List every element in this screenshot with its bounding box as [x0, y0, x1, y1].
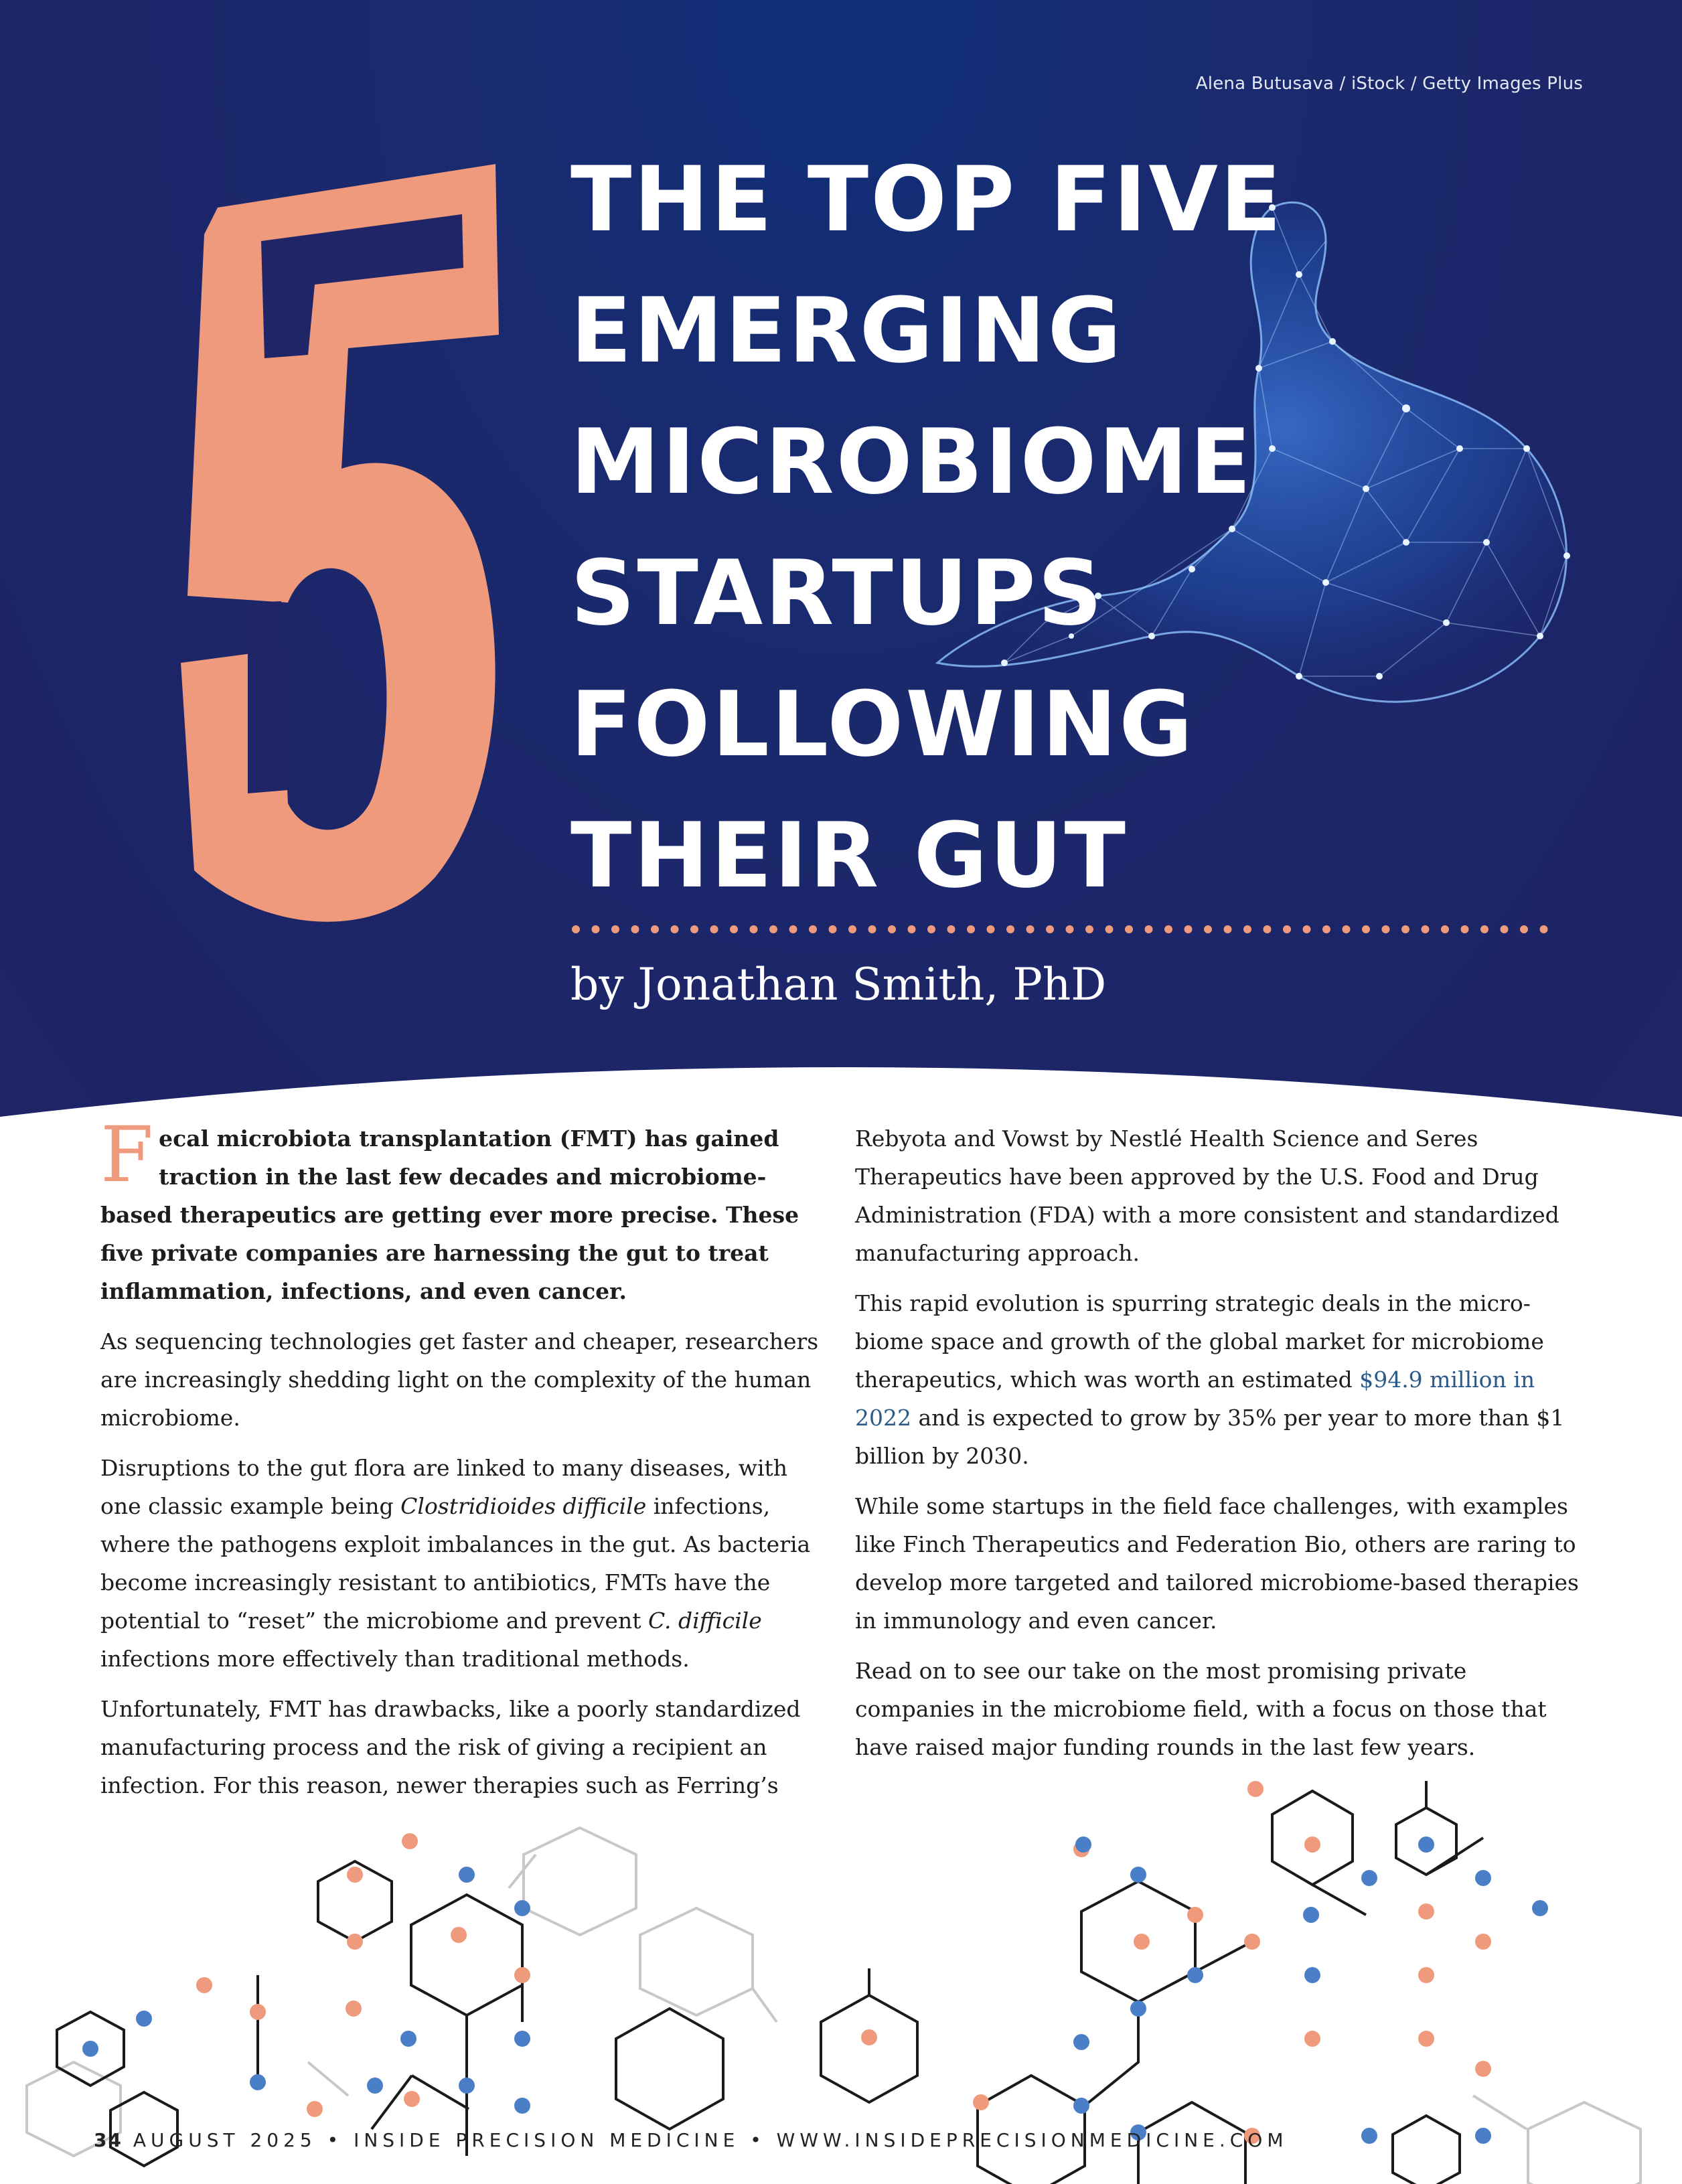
body-paragraph: While some startups in the field face challenges, with examples like Finch Therapeutics and Federation Bio, others are raring to develop more targeted and tailored microbiome-based therapies in immunology and even cancer. — [855, 1493, 1579, 1634]
divider-dot — [651, 925, 659, 933]
divider-dot — [1066, 925, 1074, 933]
divider-dot — [769, 925, 777, 933]
divider-dot — [1105, 925, 1114, 933]
body-paragraph: This rapid evolution is spurring strategic deals in the micro-biome space and growth of the global market for microbiome therapeutics, which was worth an estimated $94.9 million in 2022 and is expected to grow by 35% per year to more than $1 billion by 2030. — [855, 1290, 1565, 1469]
divider-dot — [631, 925, 639, 933]
divider-dot — [1362, 925, 1370, 933]
divider-dot — [1283, 925, 1291, 933]
divider-dot — [809, 925, 817, 933]
headline-line: MICROBIOME — [570, 410, 1253, 514]
market-link[interactable]: $94.9 million in 2022 — [855, 1367, 1535, 1431]
photo-credit: Alena Butusava / iStock / Getty Images Plus — [1195, 74, 1583, 94]
species-name: Clostridioides difficile — [400, 1493, 647, 1519]
article-column-right — [855, 1119, 1585, 1778]
divider-dot — [987, 925, 995, 933]
divider-dot — [1520, 925, 1528, 933]
divider-dot — [1540, 925, 1548, 933]
divider-dot — [1401, 925, 1409, 933]
divider-dot — [1243, 925, 1251, 933]
page-number: 34 — [94, 2129, 123, 2151]
divider-dot — [1204, 925, 1212, 933]
divider-dot — [947, 925, 955, 933]
divider-dot — [1224, 925, 1232, 933]
divider-dot — [888, 925, 896, 933]
big-numeral-five — [147, 134, 522, 937]
divider-dot — [1461, 925, 1469, 933]
article-column-left — [100, 1110, 830, 1816]
divider-dot — [730, 925, 738, 933]
divider-dot — [690, 925, 698, 933]
species-name: C. difficile — [647, 1608, 762, 1634]
divider-dot — [829, 925, 837, 933]
divider-dot — [1006, 925, 1014, 933]
divider-dot — [1501, 925, 1509, 933]
headline — [570, 134, 1307, 921]
body-paragraph: Disruptions to the gut flora are linked to many diseases, with one classic example being Clostridioides difficile infections, where the pathogens exploit imbalances in the gut. As bacteria become increasingly resistant to antibiotics, FMTs have the potential to “reset” the microbiome and prevent C. difficile infections more effectively than traditional methods. — [100, 1455, 811, 1672]
divider-dot — [611, 925, 619, 933]
body-paragraph: Read on to see our take on the most promising private companies in the microbiome field, with a focus on those that have raised major funding rounds in the last few years. — [855, 1658, 1547, 1760]
divider-dot — [1441, 925, 1449, 933]
lede-text: ecal microbiota transplantation (FMT) has gained traction in the last few decades and microbiome-based therapeutics are getting ever more precise. These five private companies are harnessing the gut to treat inflammation, infections, and even cancer. — [100, 1125, 799, 1304]
divider-dot — [572, 925, 580, 933]
divider-dot — [1480, 925, 1488, 933]
headline-line: STARTUPS — [570, 541, 1105, 645]
divider-dot — [908, 925, 916, 933]
divider-dot — [1184, 925, 1193, 933]
body-paragraph: As sequencing technologies get faster and cheaper, researchers are increasingly shedding light on the complexity of the human microbiome. — [100, 1328, 819, 1431]
divider-dot — [1026, 925, 1035, 933]
divider-dot — [1264, 925, 1272, 933]
divider-dot — [592, 925, 600, 933]
divider-dot — [1145, 925, 1153, 933]
divider-dot — [1164, 925, 1172, 933]
divider-dot — [1085, 925, 1093, 933]
divider-dot — [1422, 925, 1430, 933]
molecule-decoration — [0, 1781, 1682, 2184]
divider-dot — [1046, 925, 1054, 933]
divider-dot — [1382, 925, 1390, 933]
drop-cap: F — [100, 1110, 154, 1199]
divider-dot — [750, 925, 758, 933]
headline-line: FOLLOWING — [570, 672, 1195, 777]
body-paragraph: Rebyota and Vowst by Nestlé Health Science and Seres Therapeutics have been approved by the U.S. Food and Drug Administration (FDA) with a more consistent and standardized manufacturing approach. — [855, 1125, 1559, 1266]
page-footer — [94, 2129, 1288, 2151]
divider-dot — [789, 925, 797, 933]
divider-dot — [1125, 925, 1133, 933]
headline-line: THE TOP FIVE — [570, 147, 1284, 252]
divider-dot — [1322, 925, 1330, 933]
divider-dot — [927, 925, 935, 933]
divider-dot — [671, 925, 679, 933]
divider-dot — [1303, 925, 1311, 933]
lede-paragraph — [100, 1110, 830, 1310]
divider-dot — [710, 925, 718, 933]
divider-dot — [967, 925, 975, 933]
headline-line: EMERGING — [570, 279, 1124, 383]
divider-dot — [868, 925, 876, 933]
divider-dot — [848, 925, 856, 933]
body-paragraph: Unfortunately, FMT has drawbacks, like a poorly standardized manufacturing process and the risk of giving a recipient an infection. For this reason, newer therapies such as Ferring’s — [100, 1696, 801, 1798]
byline: by Jonathan Smith, PhD — [570, 959, 1107, 1010]
divider-dot — [1343, 925, 1351, 933]
headline-line: THEIR GUT — [570, 803, 1128, 908]
footer-text: AUGUST 2025 • INSIDE PRECISION MEDICINE • WWW.INSIDEPRECISIONMEDICINE.COM — [133, 2129, 1288, 2151]
dotted-divider — [570, 923, 1555, 936]
